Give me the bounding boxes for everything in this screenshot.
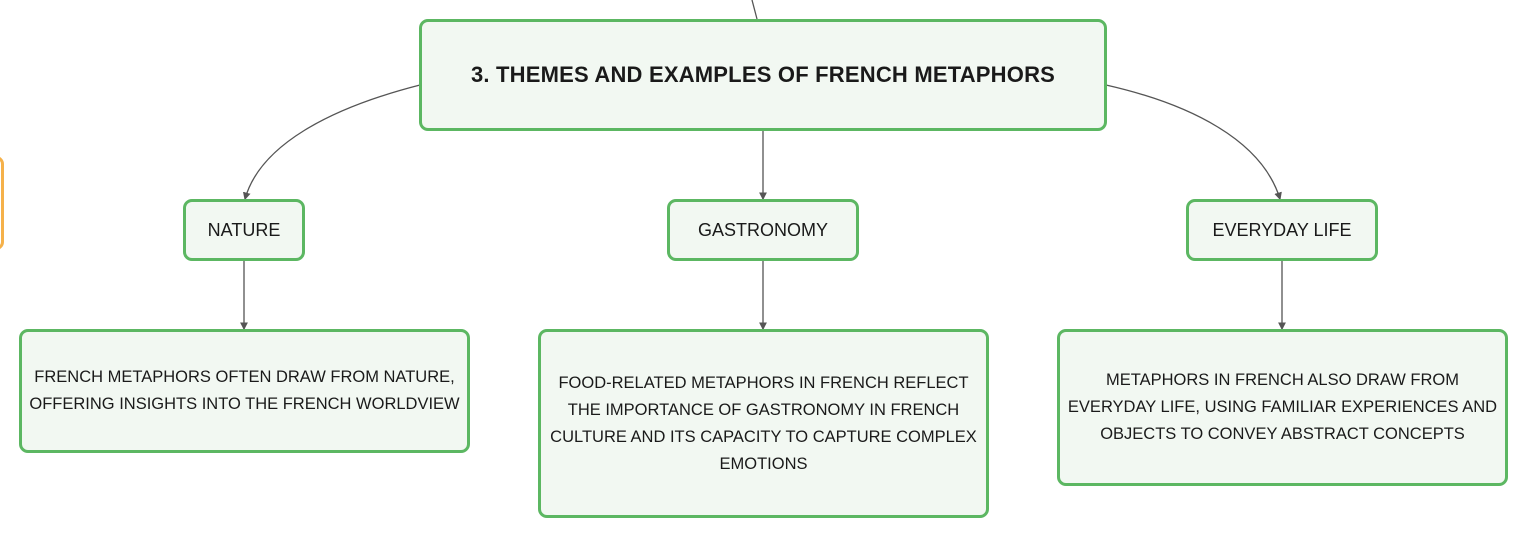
- detail-node-everyday-life[interactable]: [1057, 329, 1508, 486]
- connector-root-to-nature: [245, 85, 420, 199]
- root-node-label: 3. THEMES AND EXAMPLES OF FRENCH METAPHORS: [470, 62, 1056, 87]
- root-node[interactable]: [419, 19, 1107, 131]
- connector-parent-to-root: [752, 0, 757, 19]
- topic-node-everyday-life[interactable]: [1186, 199, 1378, 261]
- detail-node-nature[interactable]: [19, 329, 470, 453]
- detail-node-text: FOOD-RELATED METAPHORS IN FRENCH REFLECT THE IMPORTANCE OF GASTRONOMY IN FRENCH CULTURE AND ITS CAPACITY TO CAPTURE COMPLEX EMOTIONS: [550, 373, 977, 473]
- topic-node-label: GASTRONOMY: [697, 219, 828, 240]
- topic-node-nature[interactable]: [183, 199, 305, 261]
- topic-node-label: EVERYDAY LIFE: [1212, 219, 1352, 240]
- detail-node-gastronomy[interactable]: [538, 329, 989, 518]
- connector-root-to-everyday-life: [1106, 85, 1280, 199]
- partial-offscreen-node[interactable]: [0, 156, 4, 250]
- detail-node-text: METAPHORS IN FRENCH ALSO DRAW FROM EVERYDAY LIFE, USING FAMILIAR EXPERIENCES AND OBJECTS TO CONVEY ABSTRACT CONCEPTS: [1067, 371, 1498, 443]
- topic-node-label: NATURE: [207, 219, 281, 240]
- detail-node-text: FRENCH METAPHORS OFTEN DRAW FROM NATURE, OFFERING INSIGHTS INTO THE FRENCH WORLDVIEW: [29, 368, 460, 413]
- topic-node-gastronomy[interactable]: [667, 199, 859, 261]
